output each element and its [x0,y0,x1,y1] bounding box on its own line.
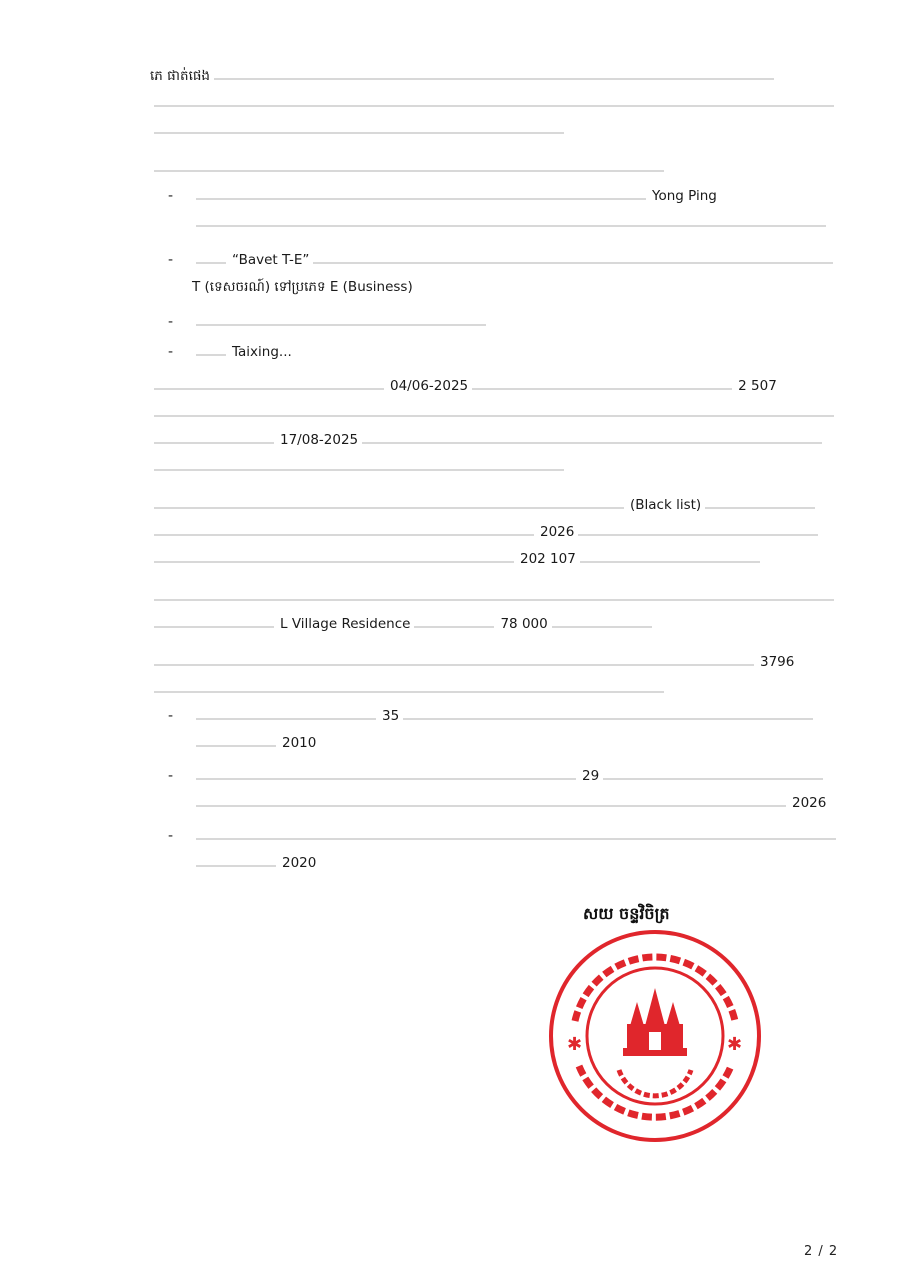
article-number: 29 [582,768,600,784]
year: 2026 [540,524,575,540]
text-line [192,768,842,784]
date: 04/06-2025 [390,378,469,394]
black-list-note: (Black list) [630,497,702,513]
text-line [150,589,840,605]
bullet-dash: - [168,252,174,268]
year: 2026 [792,795,827,811]
group-name: “Bavet T-E” [232,252,310,268]
group-name: Taixing... [232,344,292,360]
text-line [150,616,840,632]
text-line [192,279,842,295]
text-line [192,735,492,751]
bullet-dash: - [168,188,174,204]
amount: 2 507 [738,378,777,394]
text-line [150,654,840,670]
bullet-dash: - [168,708,174,724]
text-line [150,459,570,475]
seal-text-arc-bottom [579,1066,731,1117]
text-line [192,252,842,268]
temple-emblem-icon [619,988,691,1096]
text-line [192,828,842,844]
village-name: L Village Residence [280,616,411,632]
text-line [150,497,840,513]
text-line [150,378,840,394]
text-line [150,95,840,111]
amount: 202 107 [520,551,576,567]
text-line [150,681,670,697]
text-line [192,215,832,231]
text-line [150,524,840,540]
bullet-dash: - [168,768,174,784]
text-line [150,551,840,567]
text-line [150,68,840,84]
text-line [192,344,492,360]
seal-star-left: ✱ [567,1034,583,1055]
year: 2020 [282,855,317,871]
seal-star-right: ✱ [727,1034,743,1055]
article-number: 35 [382,708,400,724]
text-line [150,160,670,176]
amount: 78 000 [500,616,548,632]
text-line [150,122,570,138]
text-line [150,432,840,448]
official-seal [545,926,765,1146]
bullet-dash: - [168,344,174,360]
text-line [150,405,840,421]
text-line [192,795,842,811]
visa-type: T (ទេសចរណ៍) ទៅប្រភេទ E (Business) [192,279,413,295]
case-number: 3796 [760,654,795,670]
group-name: Yong Ping [652,188,717,204]
person-name: ភេ ផាត់ផេង [150,68,210,84]
bullet-dash: - [168,314,174,330]
bullet-dash: - [168,828,174,844]
text-line [192,314,492,330]
date: 17/08-2025 [280,432,359,448]
text-line [192,708,842,724]
page-number: 2 / 2 [804,1244,839,1259]
signatory-name: សយ ចន្ទវិចិត្រ [583,904,670,923]
text-line [192,855,492,871]
text-line [192,188,842,204]
year: 2010 [282,735,317,751]
